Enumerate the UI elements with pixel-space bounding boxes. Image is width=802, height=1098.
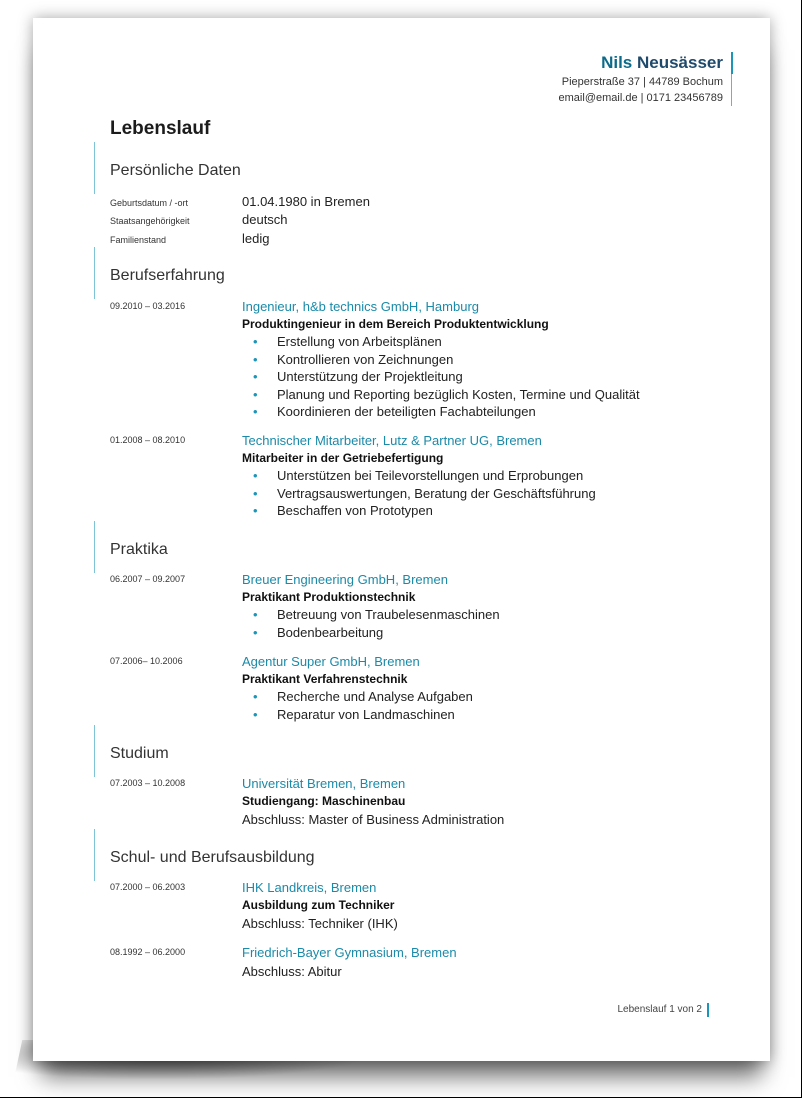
entry-company: Technischer Mitarbeiter, Lutz & Partner UG, Bremen — [242, 433, 542, 448]
entry-position: Mitarbeiter in der Getriebefertigung — [242, 451, 444, 465]
task-item: • Betreuung von Traubelesenmaschinen — [242, 606, 702, 624]
section-accent-bar — [94, 725, 95, 777]
page-footer — [617, 1004, 709, 1015]
entry-position: Ausbildung zum Techniker — [242, 898, 395, 912]
contact-line: email@email.de | 0171 23456789 — [558, 92, 723, 104]
section-heading-internships: Praktika — [110, 541, 168, 558]
entry-date: 09.2010 – 03.2016 — [110, 301, 186, 311]
document-title: Lebenslauf — [110, 118, 211, 139]
applicant-name — [559, 52, 723, 74]
section-heading-studies: Studium — [110, 745, 169, 762]
entry-company: Breuer Engineering GmbH, Bremen — [242, 572, 448, 587]
entry-detail: Abschluss: Abitur — [242, 964, 342, 979]
entry-content — [242, 571, 702, 641]
entry-date: 01.2008 – 08.2010 — [110, 435, 186, 445]
personal-label: Familienstand — [110, 235, 167, 245]
task-item: • Kontrollieren von Zeichnungen — [242, 351, 702, 369]
task-item: • Beschaffen von Prototypen — [242, 502, 702, 520]
personal-value: 01.04.1980 in Bremen — [242, 194, 370, 209]
personal-value: ledig — [242, 231, 270, 246]
entry-detail: Abschluss: Master of Business Administration — [242, 812, 505, 827]
task-list — [242, 606, 702, 641]
section-accent-bar — [94, 521, 95, 573]
entry-position: Studiengang: Maschinenbau — [242, 794, 406, 808]
entry-company: IHK Landkreis, Bremen — [242, 880, 377, 895]
task-item: • Unterstützung der Projektleitung — [242, 368, 702, 386]
entry-content — [242, 653, 702, 723]
entry-date: 06.2007 – 09.2007 — [110, 574, 186, 584]
task-item: • Bodenbearbeitung — [242, 624, 702, 642]
entry-company: Friedrich-Bayer Gymnasium, Bremen — [242, 945, 457, 960]
task-item: • Reparatur von Landmaschinen — [242, 706, 702, 724]
header-accent-bar — [731, 52, 733, 74]
task-item: • Recherche und Analyse Aufgaben — [242, 688, 702, 706]
entry-date: 07.2003 – 10.2008 — [110, 778, 186, 788]
section-heading-personal: Persönliche Daten — [110, 162, 241, 179]
section-accent-bar — [94, 142, 95, 194]
entry-content — [242, 775, 702, 829]
entry-date: 07.2000 – 06.2003 — [110, 882, 186, 892]
entry-content — [242, 298, 702, 421]
page-number-label: Lebenslauf 1 von 2 — [617, 1004, 702, 1015]
entry-content — [242, 432, 702, 520]
contact-header — [559, 52, 732, 106]
first-name: Nils — [601, 53, 633, 72]
personal-value: deutsch — [242, 212, 288, 227]
entry-content — [242, 879, 702, 933]
section-accent-bar — [94, 247, 95, 299]
section-heading-experience: Berufserfahrung — [110, 267, 225, 284]
entry-company: Ingenieur, h&b technics GmbH, Hamburg — [242, 299, 480, 314]
section-accent-bar — [94, 829, 95, 881]
task-item: • Unterstützen bei Teilevorstellungen und Erprobungen — [242, 467, 702, 485]
entry-position: Praktikant Produktionstechnik — [242, 590, 416, 604]
entry-content — [242, 944, 702, 981]
task-item: • Koordinieren der beteiligten Fachabteilungen — [242, 403, 702, 421]
task-list — [242, 688, 702, 723]
entry-company: Universität Bremen, Bremen — [242, 776, 406, 791]
personal-label: Staatsangehörigkeit — [110, 216, 190, 226]
task-item: • Erstellung von Arbeitsplänen — [242, 333, 702, 351]
section-heading-education: Schul- und Berufsausbildung — [110, 849, 315, 866]
task-list — [242, 333, 702, 421]
last-name: Neusässer — [636, 53, 723, 72]
task-list — [242, 467, 702, 520]
footer-accent-bar — [707, 1003, 709, 1017]
entry-date: 07.2006– 10.2006 — [110, 656, 183, 666]
personal-label: Geburtsdatum / -ort — [110, 198, 189, 208]
entry-detail: Abschluss: Techniker (IHK) — [242, 916, 398, 931]
address-line: Pieperstraße 37 | 44789 Bochum — [561, 76, 723, 88]
entry-position: Praktikant Verfahrenstechnik — [242, 672, 408, 686]
entry-company: Agentur Super GmbH, Bremen — [242, 654, 420, 669]
task-item: • Planung und Reporting bezüglich Kosten, Termine und Qualität — [242, 386, 702, 404]
task-item: • Vertragsauswertungen, Beratung der Geschäftsführung — [242, 485, 702, 503]
entry-date: 08.1992 – 06.2000 — [110, 947, 186, 957]
entry-position: Produktingenieur in dem Bereich Produktentwicklung — [242, 317, 549, 331]
